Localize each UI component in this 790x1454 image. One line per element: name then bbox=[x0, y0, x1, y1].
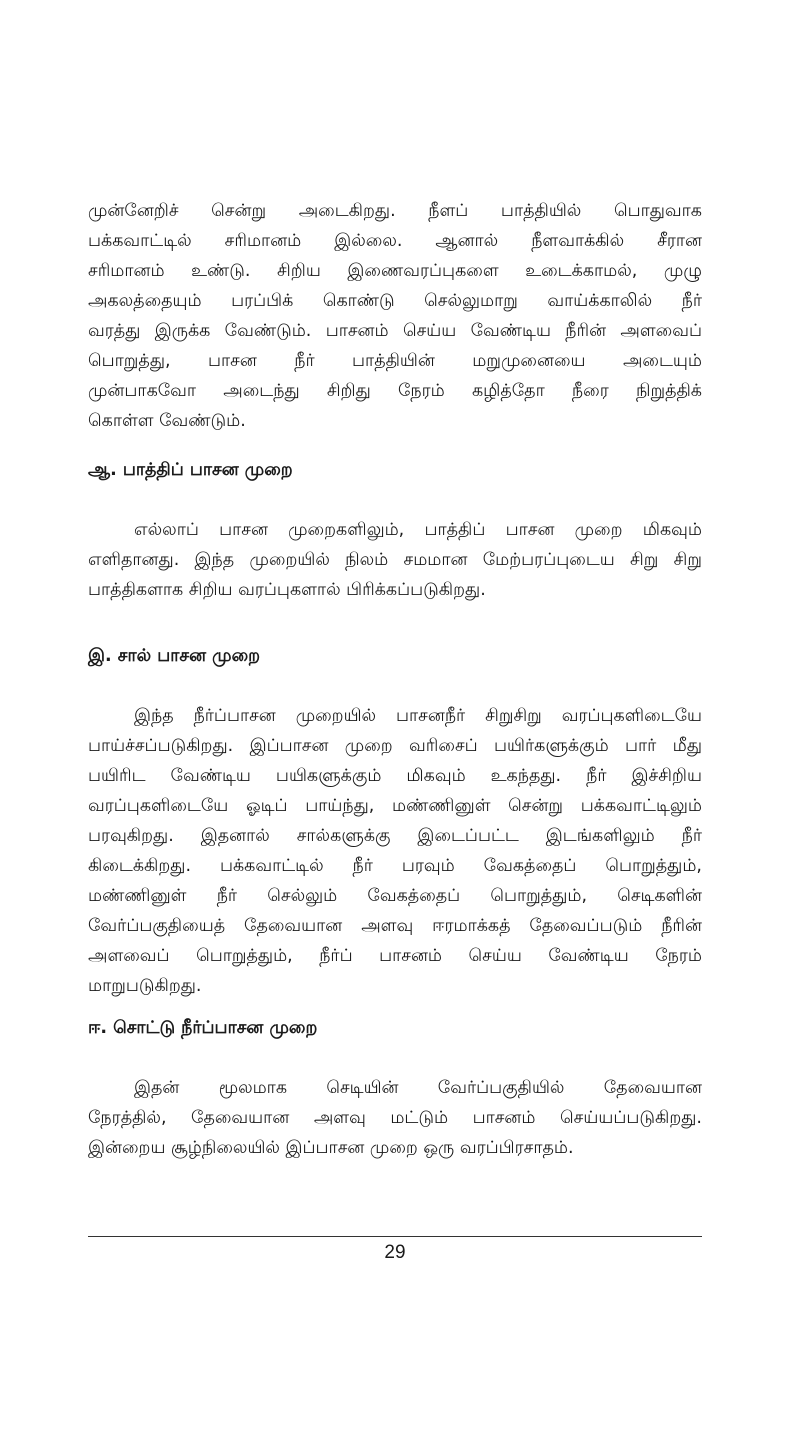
text-line: வரப்புகளிடையே ஓடிப் பாய்ந்து, மண்ணினுள் சென்று பக்கவாட்டிலும் bbox=[88, 796, 702, 816]
text-line: பாய்ச்சப்படுகிறது. இப்பாசன முறை வரிசைப் பயிர்களுக்கும் பார் மீது bbox=[88, 736, 702, 756]
text-line: வரத்து இருக்க வேண்டும். பாசனம் செய்ய வேண்டிய நீரின் அளவைப் bbox=[88, 321, 702, 341]
section-heading-drip-irrigation: ஈ. சொட்டு நீர்ப்பாசன முறை bbox=[88, 1018, 318, 1038]
text-line: பொறுத்து, பாசன நீர் பாத்தியின் மறுமுனையை அடையும் bbox=[88, 351, 702, 371]
text-line: மண்ணினுள் நீர் செல்லும் வேகத்தைப் பொறுத்தும், செடிகளின் bbox=[88, 886, 702, 906]
text-line: இதன் மூலமாக செடியின் வேர்ப்பகுதியில் தேவையான bbox=[134, 1078, 702, 1098]
intro-paragraph bbox=[88, 196, 702, 436]
basin-irrigation-paragraph bbox=[88, 515, 702, 605]
section-heading-basin-irrigation: ஆ. பாத்திப் பாசன முறை bbox=[88, 460, 293, 480]
text-line: வேர்ப்பகுதியைத் தேவையான அளவு ஈரமாக்கத் தேவைப்படும் நீரின் bbox=[88, 916, 702, 936]
text-line: முன்னேறிச் சென்று அடைகிறது. நீளப் பாத்தியில் பொதுவாக bbox=[88, 201, 702, 221]
text-line: இன்றைய சூழ்நிலையில் இப்பாசன முறை ஒரு வரப்பிரசாதம். bbox=[88, 1138, 574, 1158]
text-line: கிடைக்கிறது. பக்கவாட்டில் நீர் பரவும் வேகத்தைப் பொறுத்தும், bbox=[88, 856, 702, 876]
text-line: எல்லாப் பாசன முறைகளிலும், பாத்திப் பாசன முறை மிகவும் bbox=[134, 520, 702, 540]
text-line: கொள்ள வேண்டும். bbox=[88, 411, 246, 431]
text-line: முன்பாகவோ அடைந்து சிறிது நேரம் கழித்தோ நீரை நிறுத்திக் bbox=[88, 381, 702, 401]
text-line: அளவைப் பொறுத்தும், நீர்ப் பாசனம் செய்ய வேண்டிய நேரம் bbox=[88, 946, 702, 966]
drip-irrigation-paragraph bbox=[88, 1073, 702, 1163]
text-line: பரவுகிறது. இதனால் சால்களுக்கு இடைப்பட்ட இடங்களிலும் நீர் bbox=[88, 826, 702, 846]
text-line: பயிரிட வேண்டிய பயிகளுக்கும் மிகவும் உகந்தது. நீர் இச்சிறிய bbox=[88, 766, 702, 786]
furrow-irrigation-paragraph bbox=[88, 701, 702, 1001]
text-line: நேரத்தில், தேவையான அளவு மட்டும் பாசனம் செய்யப்படுகிறது. bbox=[88, 1108, 702, 1128]
footer-divider bbox=[88, 1236, 702, 1237]
text-line: சரிமானம் உண்டு. சிறிய இணைவரப்புகளை உடைக்காமல், முழு bbox=[88, 261, 702, 281]
text-line: அகலத்தையும் பரப்பிக் கொண்டு செல்லுமாறு வாய்க்காலில் நீர் bbox=[88, 291, 702, 311]
text-line: பாத்திகளாக சிறிய வரப்புகளால் பிரிக்கப்படுகிறது. bbox=[88, 580, 486, 600]
page-number: 29 bbox=[384, 1242, 406, 1263]
text-line: எளிதானது. இந்த முறையில் நிலம் சமமான மேற்பரப்புடைய சிறு சிறு bbox=[88, 550, 702, 570]
text-line: பக்கவாட்டில் சரிமானம் இல்லை. ஆனால் நீளவாக்கில் சீரான bbox=[88, 231, 702, 251]
text-line: இந்த நீர்ப்பாசன முறையில் பாசனநீர் சிறுசிறு வரப்புகளிடையே bbox=[134, 706, 702, 726]
section-heading-furrow-irrigation: இ. சால் பாசன முறை bbox=[88, 646, 261, 666]
text-line: மாறுபடுகிறது. bbox=[88, 976, 202, 996]
